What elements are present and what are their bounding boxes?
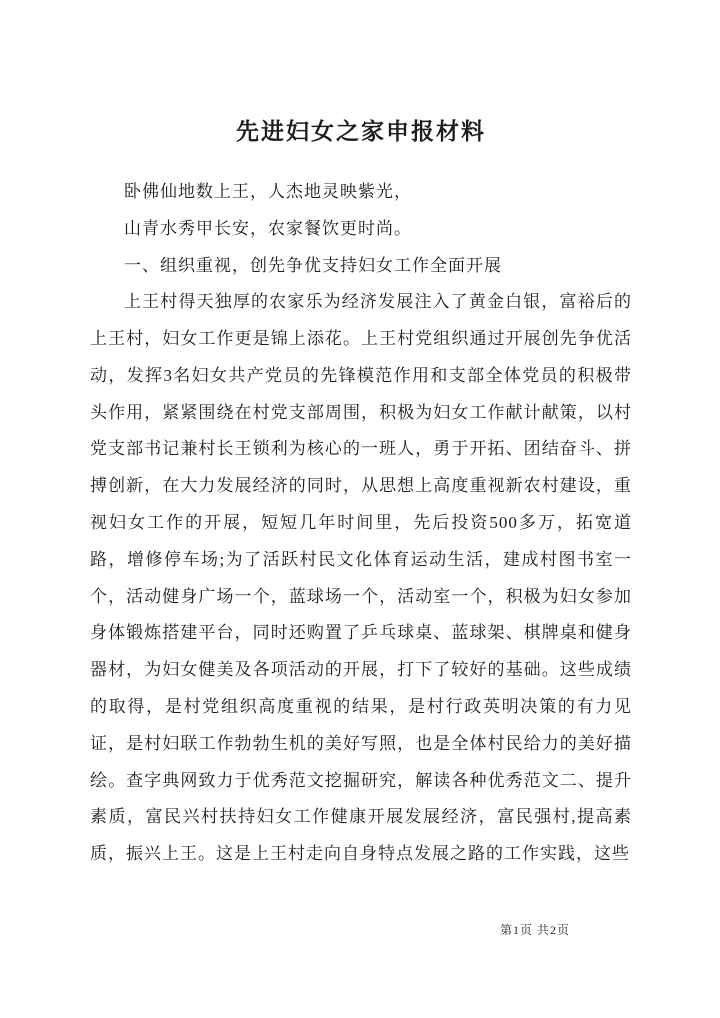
document-title: 先进妇女之家申报材料 [236, 119, 486, 144]
poem-line-2: 山青水秀甲长安，农家餐饮更时尚。 [124, 218, 412, 238]
document-content [90, 116, 632, 873]
poem-line-1: 卧佛仙地数上王，人杰地灵映紫光， [124, 182, 412, 202]
page-number-footer: 第1页 共2页 [500, 923, 571, 937]
body-paragraph: 上王村得天独厚的农家乐为经济发展注入了黄金白银，富裕后的上王村，妇女工作更是锦上添花。上王村党组织通过开展创先争优活动，发挥3名妇女共产党员的先锋模范作用和支部全体党员的积极带头作用，紧紧围绕在村党支部周围，积极为妇女工作献计献策，以村党支部书记兼村长王锁利为核心的一班人，勇于开拓、团结奋斗、拼搏创新，在大力发展经济的同时，从思想上高度重视新农村建设，重视妇女工作的开展，短短几年时间里，先后投资500多万，拓宽道路，增修停车场;为了活跃村民文化体育运动生活，建成村图书室一个，活动健身广场一个，蓝球场一个，活动室一个，积极为妇女参加身体锻炼搭建平台，同时还购置了乒乓球桌、蓝球架、棋牌桌和健身器材，为妇女健美及各项活动的开展，打下了较好的基础。这些成绩的取得，是村党组织高度重视的结果，是村行政英明决策的有力见证，是村妇联工作勃勃生机的美好写照，也是全体村民给力的美好描绘。查字典网致力于优秀范文挖掘研究，解读各种优秀范文二、提升素质，富民兴村扶持妇女工作健康开展发展经济，富民强村,提高素质，振兴上王。这是上王村走向自身特点发展之路的工作实践，这些 [90, 292, 632, 864]
section-heading: 一、组织重视，创先争优支持妇女工作全面开展 [124, 256, 502, 276]
